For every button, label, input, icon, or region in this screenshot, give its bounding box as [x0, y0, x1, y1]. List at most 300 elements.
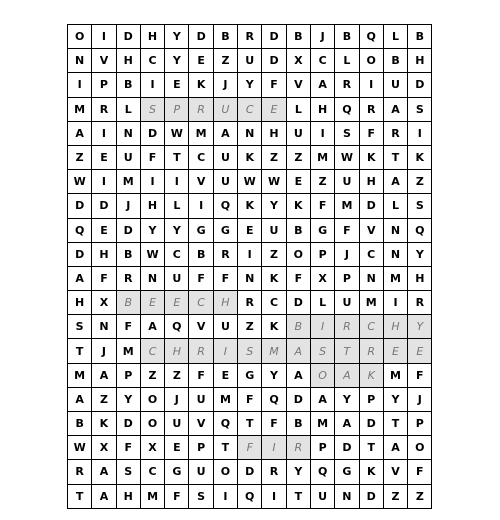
grid-cell[interactable]: R	[238, 25, 262, 49]
grid-cell[interactable]: D	[408, 73, 432, 97]
grid-cell[interactable]: L	[383, 25, 407, 49]
grid-cell[interactable]: D	[335, 436, 359, 460]
grid-cell[interactable]: G	[165, 460, 189, 484]
grid-cell[interactable]: A	[92, 484, 116, 508]
grid-cell[interactable]: E	[165, 436, 189, 460]
grid-cell[interactable]: U	[165, 412, 189, 436]
grid-cell-found[interactable]: M	[262, 339, 286, 363]
grid-cell[interactable]: J	[335, 242, 359, 266]
grid-cell[interactable]: W	[262, 170, 286, 194]
grid-cell[interactable]: X	[92, 291, 116, 315]
grid-cell[interactable]: E	[213, 363, 237, 387]
grid-cell[interactable]: K	[262, 266, 286, 290]
grid-cell[interactable]: Z	[310, 170, 334, 194]
grid-cell[interactable]: D	[359, 194, 383, 218]
grid-cell[interactable]: F	[92, 266, 116, 290]
grid-cell[interactable]: S	[408, 194, 432, 218]
grid-cell[interactable]: Q	[213, 194, 237, 218]
grid-cell[interactable]: I	[383, 291, 407, 315]
grid-cell[interactable]: S	[408, 97, 432, 121]
grid-cell[interactable]: T	[383, 412, 407, 436]
grid-cell[interactable]: R	[116, 266, 140, 290]
grid-cell[interactable]: M	[213, 387, 237, 411]
grid-cell[interactable]: Y	[262, 194, 286, 218]
grid-cell[interactable]: A	[310, 73, 334, 97]
grid-cell[interactable]: O	[286, 242, 310, 266]
grid-cell-found[interactable]: E	[383, 339, 407, 363]
grid-cell[interactable]: U	[189, 387, 213, 411]
grid-cell[interactable]: N	[383, 242, 407, 266]
grid-cell-found[interactable]: S	[140, 97, 164, 121]
grid-cell[interactable]: E	[92, 145, 116, 169]
grid-cell[interactable]: R	[238, 291, 262, 315]
grid-cell[interactable]: G	[310, 218, 334, 242]
grid-cell[interactable]: A	[92, 460, 116, 484]
grid-cell-found[interactable]: H	[165, 339, 189, 363]
grid-cell[interactable]: Q	[408, 218, 432, 242]
grid-cell[interactable]: Y	[383, 387, 407, 411]
grid-cell[interactable]: I	[213, 484, 237, 508]
grid-cell[interactable]: M	[68, 97, 92, 121]
grid-cell[interactable]: D	[68, 242, 92, 266]
grid-cell-found[interactable]: O	[310, 363, 334, 387]
grid-cell[interactable]: F	[286, 266, 310, 290]
grid-cell[interactable]: R	[359, 97, 383, 121]
grid-cell[interactable]: V	[359, 218, 383, 242]
grid-cell[interactable]: N	[359, 266, 383, 290]
grid-cell[interactable]: D	[189, 25, 213, 49]
grid-cell[interactable]: T	[165, 145, 189, 169]
grid-cell[interactable]: V	[189, 170, 213, 194]
grid-cell[interactable]: A	[68, 266, 92, 290]
grid-cell[interactable]: G	[213, 218, 237, 242]
grid-cell[interactable]: H	[140, 25, 164, 49]
grid-cell[interactable]: K	[408, 145, 432, 169]
grid-cell[interactable]: H	[140, 194, 164, 218]
grid-cell[interactable]: B	[408, 25, 432, 49]
grid-cell-found[interactable]: Y	[408, 315, 432, 339]
grid-cell[interactable]: I	[68, 73, 92, 97]
grid-cell[interactable]: M	[310, 412, 334, 436]
grid-cell[interactable]: W	[335, 145, 359, 169]
grid-cell[interactable]: U	[262, 218, 286, 242]
grid-cell[interactable]: D	[116, 25, 140, 49]
grid-cell[interactable]: A	[310, 387, 334, 411]
grid-cell[interactable]: L	[310, 291, 334, 315]
grid-cell-found[interactable]: H	[383, 315, 407, 339]
grid-cell[interactable]: F	[262, 412, 286, 436]
grid-cell[interactable]: F	[213, 266, 237, 290]
grid-cell[interactable]: D	[262, 25, 286, 49]
grid-cell[interactable]: G	[238, 363, 262, 387]
grid-cell[interactable]: Z	[408, 170, 432, 194]
grid-cell[interactable]: U	[335, 291, 359, 315]
grid-cell[interactable]: R	[262, 460, 286, 484]
grid-cell[interactable]: U	[286, 121, 310, 145]
grid-cell-found[interactable]: C	[359, 315, 383, 339]
grid-cell[interactable]: C	[165, 242, 189, 266]
grid-cell[interactable]: A	[335, 412, 359, 436]
grid-cell[interactable]: M	[359, 291, 383, 315]
grid-cell[interactable]: J	[92, 339, 116, 363]
grid-cell[interactable]: K	[359, 460, 383, 484]
grid-cell-found[interactable]: I	[213, 339, 237, 363]
grid-cell[interactable]: T	[238, 412, 262, 436]
grid-cell[interactable]: O	[68, 25, 92, 49]
grid-cell[interactable]: Z	[213, 49, 237, 73]
grid-cell[interactable]: D	[92, 194, 116, 218]
grid-cell-found[interactable]: S	[238, 339, 262, 363]
grid-cell[interactable]: M	[383, 363, 407, 387]
grid-cell[interactable]: L	[116, 97, 140, 121]
grid-cell-found[interactable]: U	[213, 97, 237, 121]
grid-cell[interactable]: I	[238, 242, 262, 266]
grid-cell[interactable]: Y	[238, 73, 262, 97]
grid-cell[interactable]: D	[140, 121, 164, 145]
grid-cell[interactable]: H	[116, 484, 140, 508]
grid-cell[interactable]: R	[335, 73, 359, 97]
grid-cell[interactable]: Y	[335, 387, 359, 411]
grid-cell[interactable]: S	[189, 484, 213, 508]
grid-cell[interactable]: N	[335, 484, 359, 508]
grid-cell[interactable]: Z	[68, 145, 92, 169]
grid-cell[interactable]: O	[140, 387, 164, 411]
grid-cell[interactable]: K	[359, 145, 383, 169]
grid-cell[interactable]: Z	[286, 145, 310, 169]
grid-cell[interactable]: D	[262, 49, 286, 73]
grid-cell[interactable]: C	[140, 460, 164, 484]
grid-cell[interactable]: U	[383, 73, 407, 97]
grid-cell[interactable]: W	[68, 170, 92, 194]
grid-cell[interactable]: Y	[262, 363, 286, 387]
grid-cell[interactable]: F	[140, 145, 164, 169]
grid-cell[interactable]: U	[335, 170, 359, 194]
grid-cell[interactable]: W	[238, 170, 262, 194]
grid-cell[interactable]: Z	[383, 484, 407, 508]
grid-cell[interactable]: V	[383, 460, 407, 484]
grid-cell-found[interactable]: A	[335, 363, 359, 387]
grid-cell[interactable]: Y	[165, 49, 189, 73]
grid-cell[interactable]: P	[310, 436, 334, 460]
grid-cell[interactable]: N	[116, 121, 140, 145]
grid-cell[interactable]: M	[116, 170, 140, 194]
grid-cell[interactable]: X	[310, 266, 334, 290]
grid-cell[interactable]: Q	[213, 412, 237, 436]
grid-cell-found[interactable]: B	[116, 291, 140, 315]
grid-cell[interactable]: Z	[238, 315, 262, 339]
grid-cell[interactable]: B	[116, 242, 140, 266]
grid-cell-found[interactable]: I	[262, 436, 286, 460]
grid-cell-found[interactable]: R	[189, 339, 213, 363]
grid-cell[interactable]: K	[262, 315, 286, 339]
grid-cell[interactable]: U	[165, 266, 189, 290]
grid-cell-found[interactable]: R	[335, 315, 359, 339]
grid-cell[interactable]: I	[189, 194, 213, 218]
grid-cell[interactable]: W	[165, 121, 189, 145]
grid-cell[interactable]: B	[189, 242, 213, 266]
grid-cell-found[interactable]: T	[335, 339, 359, 363]
grid-cell[interactable]: R	[213, 242, 237, 266]
grid-cell[interactable]: N	[383, 218, 407, 242]
grid-cell[interactable]: A	[383, 97, 407, 121]
grid-cell[interactable]: D	[68, 194, 92, 218]
grid-cell[interactable]: P	[189, 436, 213, 460]
grid-cell[interactable]: B	[286, 412, 310, 436]
grid-cell[interactable]: Z	[262, 145, 286, 169]
grid-cell[interactable]: J	[310, 25, 334, 49]
grid-cell[interactable]: P	[310, 242, 334, 266]
grid-cell[interactable]: X	[92, 436, 116, 460]
grid-cell[interactable]: O	[408, 436, 432, 460]
grid-cell[interactable]: B	[383, 49, 407, 73]
grid-cell[interactable]: U	[213, 170, 237, 194]
grid-cell[interactable]: K	[238, 194, 262, 218]
grid-cell[interactable]: L	[335, 49, 359, 73]
grid-cell[interactable]: H	[262, 121, 286, 145]
grid-cell[interactable]: T	[359, 436, 383, 460]
grid-cell-found[interactable]: C	[238, 97, 262, 121]
grid-cell[interactable]: I	[92, 25, 116, 49]
grid-cell[interactable]: A	[140, 315, 164, 339]
grid-cell[interactable]: H	[116, 49, 140, 73]
grid-cell[interactable]: I	[140, 73, 164, 97]
grid-cell-found[interactable]: P	[165, 97, 189, 121]
grid-cell[interactable]: A	[68, 121, 92, 145]
grid-cell[interactable]: I	[140, 170, 164, 194]
grid-cell[interactable]: Q	[310, 460, 334, 484]
grid-cell-found[interactable]: I	[310, 315, 334, 339]
grid-cell[interactable]: M	[335, 194, 359, 218]
grid-cell[interactable]: B	[335, 25, 359, 49]
grid-cell[interactable]: F	[238, 387, 262, 411]
grid-cell[interactable]: D	[286, 291, 310, 315]
grid-cell[interactable]: E	[92, 218, 116, 242]
grid-cell[interactable]: J	[165, 387, 189, 411]
grid-cell[interactable]: L	[383, 194, 407, 218]
grid-cell[interactable]: L	[286, 97, 310, 121]
grid-cell-found[interactable]: R	[189, 97, 213, 121]
grid-cell[interactable]: X	[286, 49, 310, 73]
grid-cell[interactable]: K	[286, 194, 310, 218]
grid-cell[interactable]: F	[165, 484, 189, 508]
grid-cell[interactable]: J	[408, 387, 432, 411]
grid-cell[interactable]: F	[310, 194, 334, 218]
grid-cell[interactable]: H	[92, 242, 116, 266]
grid-cell[interactable]: Z	[262, 242, 286, 266]
grid-cell-found[interactable]: C	[140, 339, 164, 363]
grid-cell[interactable]: F	[408, 363, 432, 387]
grid-cell[interactable]: I	[310, 121, 334, 145]
grid-cell[interactable]: P	[359, 387, 383, 411]
grid-cell-found[interactable]: A	[286, 339, 310, 363]
grid-cell-found[interactable]: E	[408, 339, 432, 363]
grid-cell[interactable]: H	[408, 266, 432, 290]
grid-cell[interactable]: T	[383, 145, 407, 169]
grid-cell[interactable]: A	[383, 436, 407, 460]
grid-cell[interactable]: Y	[165, 218, 189, 242]
grid-cell[interactable]: N	[238, 266, 262, 290]
grid-cell[interactable]: I	[92, 121, 116, 145]
grid-cell[interactable]: D	[359, 484, 383, 508]
grid-cell[interactable]: F	[408, 460, 432, 484]
grid-cell[interactable]: C	[310, 49, 334, 73]
grid-cell[interactable]: A	[383, 170, 407, 194]
grid-cell[interactable]: V	[189, 315, 213, 339]
grid-cell[interactable]: T	[68, 484, 92, 508]
grid-cell[interactable]: C	[359, 242, 383, 266]
grid-cell[interactable]: B	[116, 73, 140, 97]
grid-cell[interactable]: U	[213, 315, 237, 339]
grid-cell[interactable]: D	[359, 412, 383, 436]
grid-cell[interactable]: U	[213, 145, 237, 169]
grid-cell[interactable]: G	[189, 218, 213, 242]
grid-cell[interactable]: O	[213, 460, 237, 484]
grid-cell[interactable]: V	[286, 73, 310, 97]
grid-cell[interactable]: L	[165, 194, 189, 218]
grid-cell[interactable]: P	[116, 363, 140, 387]
grid-cell[interactable]: Q	[262, 387, 286, 411]
grid-cell[interactable]: J	[213, 73, 237, 97]
grid-cell[interactable]: Q	[335, 97, 359, 121]
grid-cell[interactable]: J	[116, 194, 140, 218]
grid-cell[interactable]: P	[335, 266, 359, 290]
grid-cell-found[interactable]: H	[213, 291, 237, 315]
grid-cell-found[interactable]: B	[286, 315, 310, 339]
grid-cell[interactable]: N	[68, 49, 92, 73]
grid-cell[interactable]: Z	[92, 387, 116, 411]
grid-cell[interactable]: U	[238, 49, 262, 73]
grid-cell[interactable]: R	[68, 460, 92, 484]
grid-cell[interactable]: E	[165, 73, 189, 97]
grid-cell[interactable]: O	[359, 49, 383, 73]
grid-cell-found[interactable]: R	[359, 339, 383, 363]
grid-cell-found[interactable]: S	[310, 339, 334, 363]
grid-cell[interactable]: D	[286, 387, 310, 411]
grid-cell[interactable]: F	[116, 315, 140, 339]
grid-cell[interactable]: S	[116, 460, 140, 484]
grid-cell-found[interactable]: E	[262, 97, 286, 121]
grid-cell[interactable]: P	[408, 412, 432, 436]
grid-cell[interactable]: H	[310, 97, 334, 121]
grid-cell[interactable]: X	[140, 436, 164, 460]
grid-cell[interactable]: I	[262, 484, 286, 508]
grid-cell[interactable]: E	[238, 218, 262, 242]
grid-cell[interactable]: U	[189, 460, 213, 484]
grid-cell[interactable]: Y	[408, 242, 432, 266]
grid-cell[interactable]: A	[286, 363, 310, 387]
grid-cell[interactable]: U	[116, 145, 140, 169]
grid-cell[interactable]: B	[286, 25, 310, 49]
grid-cell[interactable]: F	[335, 218, 359, 242]
grid-cell[interactable]: Y	[165, 25, 189, 49]
grid-cell[interactable]: C	[189, 145, 213, 169]
grid-cell[interactable]: R	[408, 291, 432, 315]
grid-cell[interactable]: I	[359, 73, 383, 97]
grid-cell[interactable]: Z	[408, 484, 432, 508]
grid-cell[interactable]: M	[140, 484, 164, 508]
grid-cell[interactable]: O	[140, 412, 164, 436]
grid-cell[interactable]: F	[189, 266, 213, 290]
grid-cell[interactable]: Y	[116, 387, 140, 411]
grid-cell[interactable]: P	[92, 73, 116, 97]
grid-cell[interactable]: I	[165, 170, 189, 194]
grid-cell[interactable]: R	[92, 97, 116, 121]
grid-cell[interactable]: E	[189, 49, 213, 73]
grid-cell-found[interactable]: K	[359, 363, 383, 387]
grid-cell-found[interactable]: F	[238, 436, 262, 460]
grid-cell-found[interactable]: E	[140, 291, 164, 315]
grid-cell[interactable]: H	[359, 170, 383, 194]
grid-cell-found[interactable]: E	[165, 291, 189, 315]
grid-cell[interactable]: K	[92, 412, 116, 436]
grid-cell[interactable]: C	[262, 291, 286, 315]
grid-cell[interactable]: D	[116, 218, 140, 242]
grid-cell[interactable]: M	[116, 339, 140, 363]
grid-cell[interactable]: I	[408, 121, 432, 145]
grid-cell[interactable]: A	[213, 121, 237, 145]
grid-cell[interactable]: W	[140, 242, 164, 266]
grid-cell[interactable]: F	[189, 363, 213, 387]
grid-cell[interactable]: B	[286, 218, 310, 242]
grid-cell[interactable]: N	[92, 315, 116, 339]
grid-cell[interactable]: I	[92, 170, 116, 194]
grid-cell[interactable]: C	[140, 49, 164, 73]
grid-cell[interactable]: A	[68, 387, 92, 411]
grid-cell[interactable]: M	[68, 363, 92, 387]
grid-cell[interactable]: Z	[140, 363, 164, 387]
grid-cell[interactable]: H	[408, 49, 432, 73]
grid-cell-found[interactable]: R	[286, 436, 310, 460]
grid-cell[interactable]: K	[238, 145, 262, 169]
grid-cell[interactable]: U	[310, 484, 334, 508]
grid-cell[interactable]: E	[286, 170, 310, 194]
grid-cell[interactable]: D	[238, 460, 262, 484]
grid-cell[interactable]: S	[335, 121, 359, 145]
grid-cell[interactable]: F	[262, 73, 286, 97]
grid-cell[interactable]: T	[68, 339, 92, 363]
grid-cell[interactable]: Q	[238, 484, 262, 508]
grid-cell[interactable]: Y	[286, 460, 310, 484]
grid-cell[interactable]: V	[92, 49, 116, 73]
grid-cell[interactable]: Q	[68, 218, 92, 242]
grid-cell[interactable]: Z	[165, 363, 189, 387]
grid-cell[interactable]: F	[359, 121, 383, 145]
grid-cell[interactable]: B	[68, 412, 92, 436]
grid-cell[interactable]: M	[189, 121, 213, 145]
grid-cell[interactable]: G	[335, 460, 359, 484]
grid-cell[interactable]: F	[116, 436, 140, 460]
grid-cell[interactable]: Q	[359, 25, 383, 49]
grid-cell[interactable]: T	[286, 484, 310, 508]
grid-cell[interactable]: N	[238, 121, 262, 145]
grid-cell[interactable]: V	[189, 412, 213, 436]
grid-cell[interactable]: K	[189, 73, 213, 97]
grid-cell[interactable]: N	[140, 266, 164, 290]
grid-cell[interactable]: M	[383, 266, 407, 290]
grid-cell[interactable]: R	[383, 121, 407, 145]
grid-cell[interactable]: A	[92, 363, 116, 387]
grid-cell[interactable]: Y	[140, 218, 164, 242]
grid-cell[interactable]: H	[68, 291, 92, 315]
grid-cell[interactable]: Q	[165, 315, 189, 339]
grid-cell-found[interactable]: C	[189, 291, 213, 315]
grid-cell[interactable]: T	[213, 436, 237, 460]
grid-cell[interactable]: W	[68, 436, 92, 460]
grid-cell[interactable]: S	[68, 315, 92, 339]
grid-cell[interactable]: B	[213, 25, 237, 49]
grid-cell[interactable]: M	[310, 145, 334, 169]
grid-cell[interactable]: D	[116, 412, 140, 436]
